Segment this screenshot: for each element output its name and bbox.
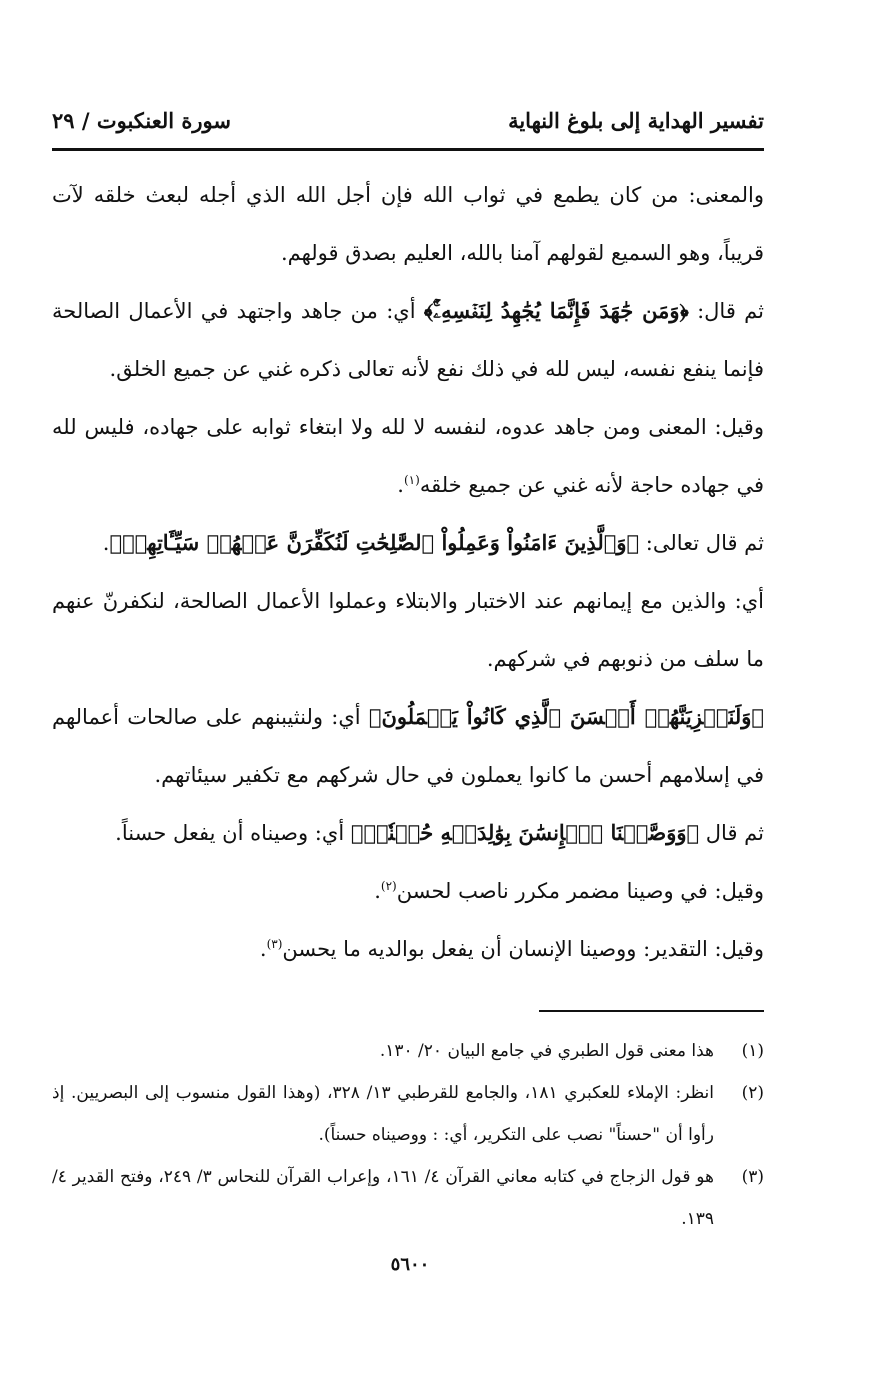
main-text (52, 166, 764, 978)
header-rule (52, 148, 764, 151)
paragraph-text: وقيل: المعنى ومن جاهد عدوه، لنفسه لا لله ولا ابتغاء ثوابه على جهاده، فليس لله في جهاده حاجة لأنه غني عن جميع خلقه (52, 415, 764, 497)
paragraph-1 (52, 166, 764, 282)
paragraph-9 (52, 920, 764, 978)
paragraph-3 (52, 398, 764, 514)
footnote-number: (١) (741, 1041, 764, 1061)
footnote-text: انظر: الإملاء للعكبري ١٨١، والجامع للقرطبي ١٣/ ٣٢٨، (وهذا القول منسوب إلى البصريين. إذ رأوا أن "حسناً" نصب على التكرير، أي: : ووصيناه حسناً). (52, 1083, 715, 1145)
paragraph-6 (52, 688, 764, 804)
footnote-number: (٣) (741, 1167, 764, 1187)
footnote-1 (52, 1030, 764, 1072)
paragraph-text: وقيل: في وصينا مضمر مكرر ناصب لحسن (396, 879, 764, 903)
footnote-3 (52, 1156, 764, 1240)
quran-verse: ﴿وَوَصَّيۡنَا ٱلۡإِنسَٰنَ بِوَٰلِدَيۡهِ حُسۡنٗاۖ﴾ (350, 820, 700, 845)
paragraph-4 (52, 514, 764, 572)
paragraph-text: أي: من جاهد واجتهد في الأعمال الصالحة فإنما ينفع نفسه، ليس لله في ذلك نفع لأنه تعالى ذكره غني عن جميع الخلق. (52, 299, 764, 381)
footnote-text: هو قول الزجاج في كتابه معاني القرآن ٤/ ١٦١، وإعراب القرآن للنحاس ٣/ ٢٤٩، وفتح القدير ٤/ ١٣٩. (52, 1167, 714, 1229)
footnotes (52, 1030, 764, 1240)
paragraph-end: . (259, 937, 267, 961)
paragraph-lead: ثم قال (705, 821, 764, 845)
footnote-number: (٢) (741, 1083, 764, 1103)
paragraph-end: . (102, 531, 110, 555)
paragraph-8 (52, 862, 764, 920)
quran-verse: ﴿وَمَن جَٰهَدَ فَإِنَّمَا يُجَٰهِدُ لِنَفۡسِهِۦٓۚ﴾ (423, 298, 689, 323)
paragraph-text: أي: ولنثيبنهم على صالحات أعمالهم في إسلامهم أحسن ما كانوا يعملون في حال شركهم مع تكفير سيئاتهم. (52, 705, 764, 787)
paragraph-2 (52, 282, 764, 398)
paragraph-5 (52, 572, 764, 688)
book-title: تفسير الهداية إلى بلوغ النهاية (508, 108, 764, 133)
paragraph-end: . (374, 879, 381, 903)
paragraph-text: والمعنى: من كان يطمع في ثواب الله فإن أجل الله الذي أجله لبعث خلقه لآت قريباً، وهو السميع لقولهم آمنا بالله، العليم بصدق قولهم. (52, 183, 764, 265)
page-number: ٥٦٠٠ (390, 1254, 430, 1275)
quran-verse: ﴿وَٱلَّذِينَ ءَامَنُواْ وَعَمِلُواْ ٱلصَّٰلِحَٰتِ لَنُكَفِّرَنَّ عَنۡهُمۡ سَيِّـَٔاتِهِمۡ﴾ (109, 530, 640, 555)
paragraph-text: أي: والذين مع إيمانهم عند الاختبار والابتلاء وعملوا الأعمال الصالحة، لنكفرنّ عنهم ما سلف من ذنوبهم في شركهم. (52, 589, 764, 671)
footnote-ref[interactable]: (١) (403, 473, 420, 487)
footnote-ref[interactable]: (٢) (380, 879, 397, 893)
footnote-separator (539, 1010, 764, 1012)
surah-label: سورة العنكبوت / ٢٩ (52, 108, 232, 133)
paragraph-lead: ثم قال: (697, 299, 764, 323)
footnote-ref[interactable]: (٣) (266, 937, 283, 951)
quran-verse: ﴿وَلَنَجۡزِيَنَّهُمۡ أَحۡسَنَ ٱلَّذِي كَانُواْ يَعۡمَلُونَ﴾ (368, 704, 764, 729)
paragraph-lead: ثم قال تعالى: (645, 531, 764, 555)
paragraph-text: وقيل: التقدير: ووصينا الإنسان أن يفعل بوالديه ما يحسن (282, 937, 764, 961)
footnote-2 (52, 1072, 764, 1156)
paragraph-7 (52, 804, 764, 862)
paragraph-text: أي: وصيناه أن يفعل حسناً. (115, 821, 345, 845)
paragraph-end: . (397, 473, 404, 497)
footnote-text: هذا معنى قول الطبري في جامع البيان ٢٠/ ١٣٠. (379, 1041, 714, 1061)
running-header (52, 104, 764, 144)
